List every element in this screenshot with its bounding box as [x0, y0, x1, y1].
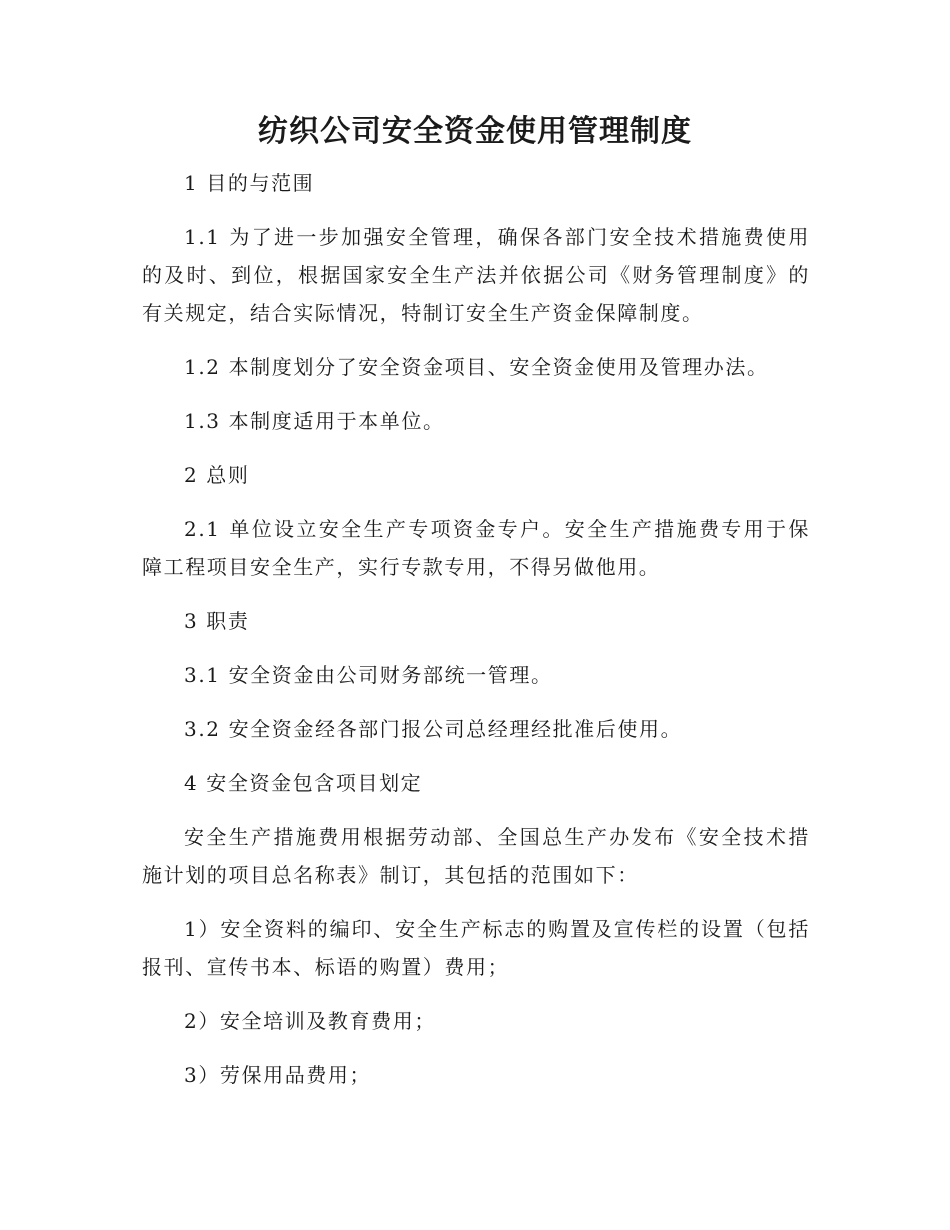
- paragraph: 2.1 单位设立安全生产专项资金专户。安全生产措施费专用于保障工程项目安全生产，实行专款专用，不得另做他用。: [142, 517, 810, 579]
- paragraph: 1.1 为了进一步加强安全管理，确保各部门安全技术措施费使用的及时、到位，根据国家安全生产法并依据公司《财务管理制度》的有关规定，结合实际情况，特制订安全生产资金保障制度。: [142, 225, 810, 325]
- paragraph: 1.2 本制度划分了安全资金项目、安全资金使用及管理办法。: [184, 355, 769, 379]
- section-heading: 4 安全资金包含项目划定: [184, 771, 423, 795]
- section-heading: 2 总则: [184, 463, 250, 487]
- list-item: 2）安全培训及教育费用；: [184, 1009, 436, 1033]
- document-title: 纺织公司安全资金使用管理制度: [258, 114, 692, 149]
- section-heading: 1 目的与范围: [184, 171, 315, 195]
- list-item: 3）劳保用品费用；: [184, 1063, 372, 1087]
- list-item: 1）安全资料的编印、安全生产标志的购置及宣传栏的设置（包括报刊、宣传书本、标语的购置）费用；: [142, 917, 810, 979]
- paragraph: 3.2 安全资金经各部门报公司总经理经批准后使用。: [184, 717, 683, 741]
- paragraph: 1.3 本制度适用于本单位。: [184, 409, 445, 433]
- paragraph: 3.1 安全资金由公司财务部统一管理。: [184, 663, 553, 687]
- section-heading: 3 职责: [184, 609, 250, 633]
- paragraph: 安全生产措施费用根据劳动部、全国总生产办发布《安全技术措施计划的项目总名称表》制订，其包括的范围如下：: [142, 825, 810, 887]
- document-body: [142, 164, 810, 1094]
